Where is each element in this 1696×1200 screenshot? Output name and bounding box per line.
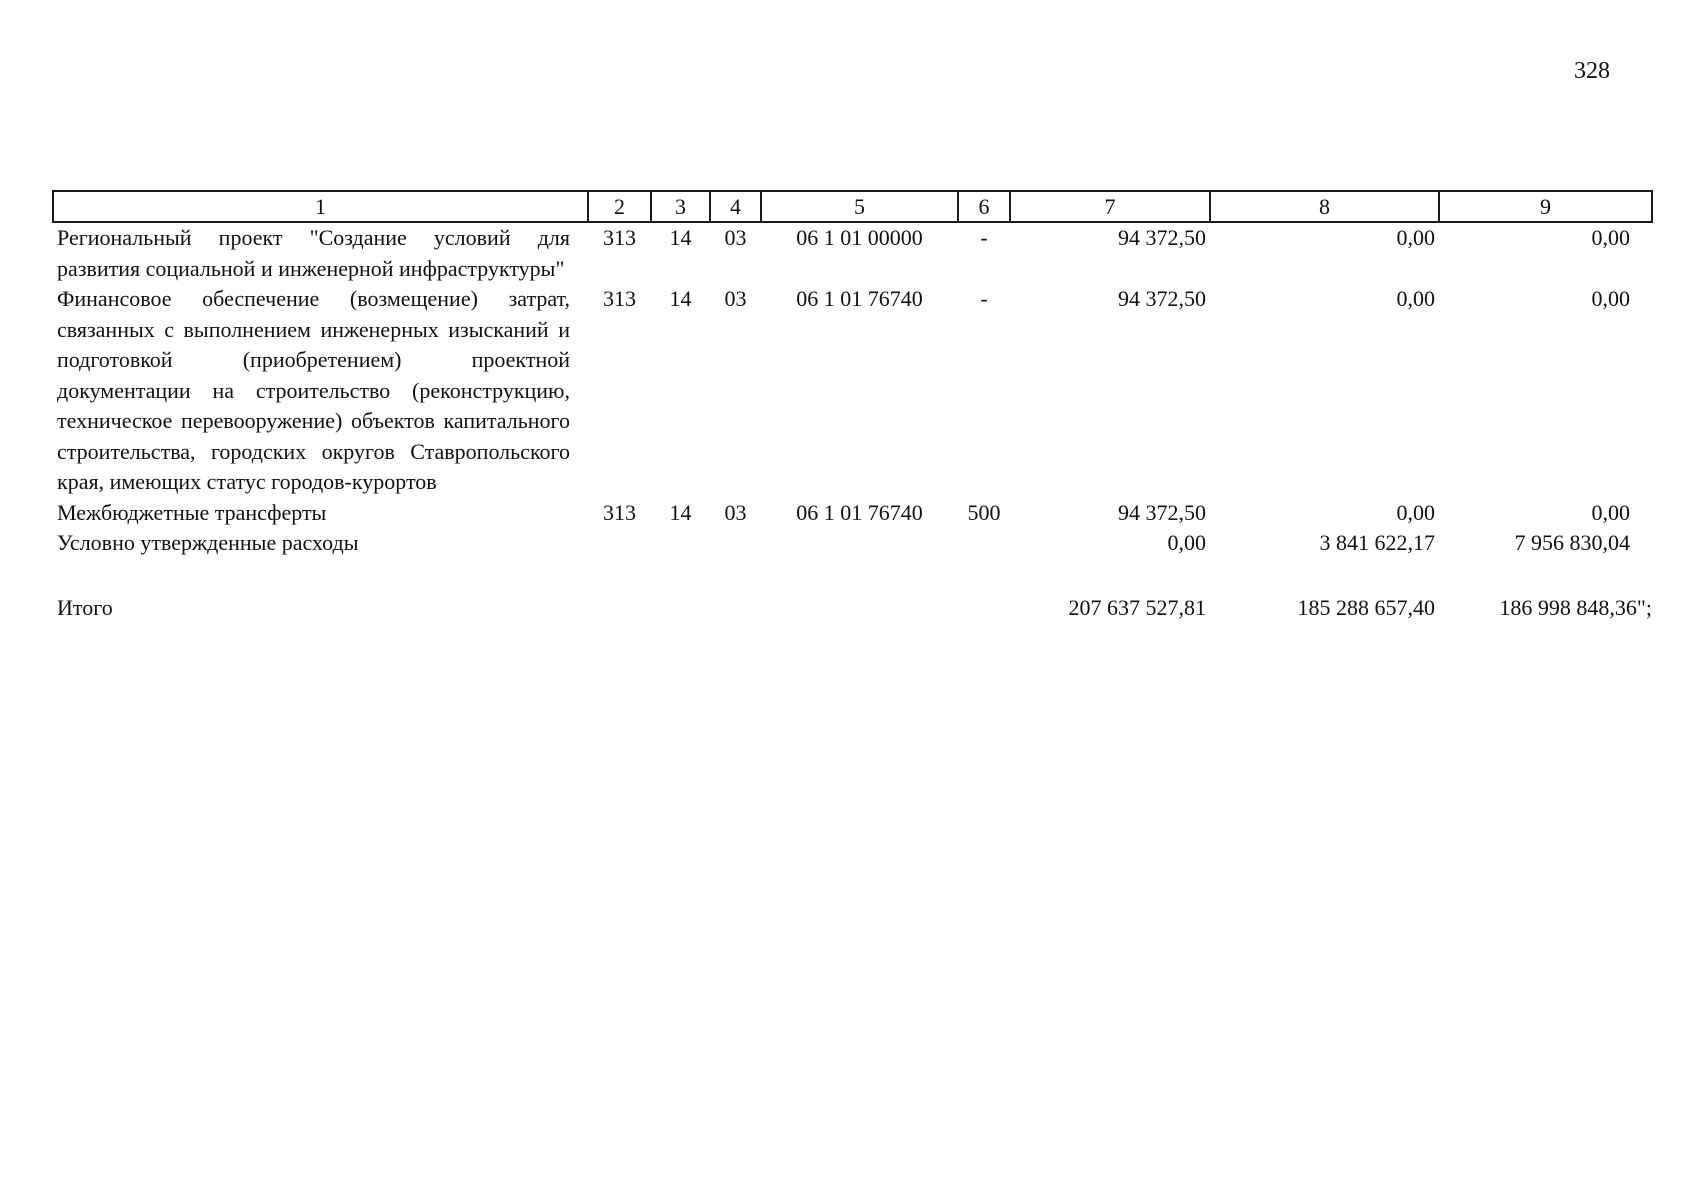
row-name-cell: Межбюджетные трансферты — [57, 499, 327, 525]
amount-col7-cell: 94 372,50 — [1118, 286, 1206, 311]
spacer-row — [53, 559, 1652, 593]
total-col7-cell: 207 637 527,81 — [1068, 594, 1206, 620]
column-header-9: 9 — [1439, 191, 1652, 222]
target-article-cell: 06 1 01 76740 — [796, 286, 923, 311]
ministry-code-cell: 313 — [603, 499, 636, 525]
target-article-cell: 06 1 01 76740 — [796, 499, 923, 525]
budget-table — [52, 190, 1653, 623]
target-article-cell — [761, 528, 958, 559]
ministry-code-cell — [588, 528, 651, 559]
amount-col9-cell: 0,00 — [1591, 286, 1630, 311]
spacer-cell — [53, 559, 1652, 593]
section-code-cell: 14 — [669, 499, 692, 525]
empty-cell — [588, 593, 651, 623]
ministry-code-cell: 313 — [603, 225, 636, 250]
subsection-code-cell — [710, 528, 761, 559]
amount-col9-cell: 0,00 — [1591, 499, 1630, 525]
subsection-code-cell: 03 — [724, 286, 747, 311]
row-name-cell: Региональный проект "Создание условий для развития социальной и инженерной инфраструктуры" — [57, 225, 570, 281]
table-row — [53, 528, 1652, 559]
column-header-2: 2 — [588, 191, 651, 222]
column-header-7: 7 — [1010, 191, 1210, 222]
column-header-3: 3 — [651, 191, 710, 222]
amount-col9-cell: 7 956 830,04 — [1514, 530, 1630, 555]
total-col8-cell: 185 288 657,40 — [1297, 594, 1435, 620]
subsection-code-cell: 03 — [724, 499, 747, 525]
amount-col8-cell: 0,00 — [1396, 286, 1435, 311]
amount-col8-cell: 3 841 622,17 — [1319, 530, 1435, 555]
empty-cell — [651, 593, 710, 623]
total-row — [53, 593, 1652, 623]
table-row — [53, 498, 1652, 529]
table-row — [53, 284, 1652, 498]
row-name-cell: Финансовое обеспечение (возмещение) затрат, связанных с выполнением инженерных изысканий и подготовкой (приобретением) проектной документации на строительство (реконструкцию, техническое перевооружение) объектов капитального строительства, городских округов Ставропольского края, имеющих статус городов-курортов — [57, 286, 570, 494]
ministry-code-cell: 313 — [603, 286, 636, 311]
target-article-cell: 06 1 01 00000 — [796, 225, 923, 250]
empty-cell — [958, 593, 1010, 623]
amount-col7-cell: 94 372,50 — [1118, 225, 1206, 250]
section-code-cell — [651, 528, 710, 559]
subsection-code-cell: 03 — [724, 225, 747, 250]
row-name-cell: Условно утвержденные расходы — [57, 530, 359, 555]
expense-type-cell: 500 — [967, 499, 1001, 525]
empty-cell — [761, 593, 958, 623]
section-code-cell: 14 — [669, 286, 692, 311]
column-header-6: 6 — [958, 191, 1010, 222]
amount-col8-cell: 0,00 — [1396, 499, 1435, 525]
page-number: 328 — [1574, 58, 1610, 84]
section-code-cell: 14 — [669, 225, 692, 250]
expense-type-cell: - — [980, 286, 988, 311]
amount-col9-cell: 0,00 — [1591, 225, 1630, 250]
column-header-4: 4 — [710, 191, 761, 222]
total-label-cell: Итого — [57, 594, 113, 620]
amount-col7-cell: 0,00 — [1167, 530, 1206, 555]
total-col9-cell: 186 998 848,36"; — [1499, 594, 1652, 620]
expense-type-cell — [958, 528, 1010, 559]
amount-col7-cell: 94 372,50 — [1118, 499, 1206, 525]
column-header-8: 8 — [1210, 191, 1439, 222]
column-number-header-row — [53, 191, 1652, 222]
amount-col8-cell: 0,00 — [1396, 225, 1435, 250]
table-row — [53, 222, 1652, 284]
empty-cell — [710, 593, 761, 623]
expense-type-cell: - — [980, 225, 988, 250]
column-header-5: 5 — [761, 191, 958, 222]
column-header-1: 1 — [53, 191, 588, 222]
